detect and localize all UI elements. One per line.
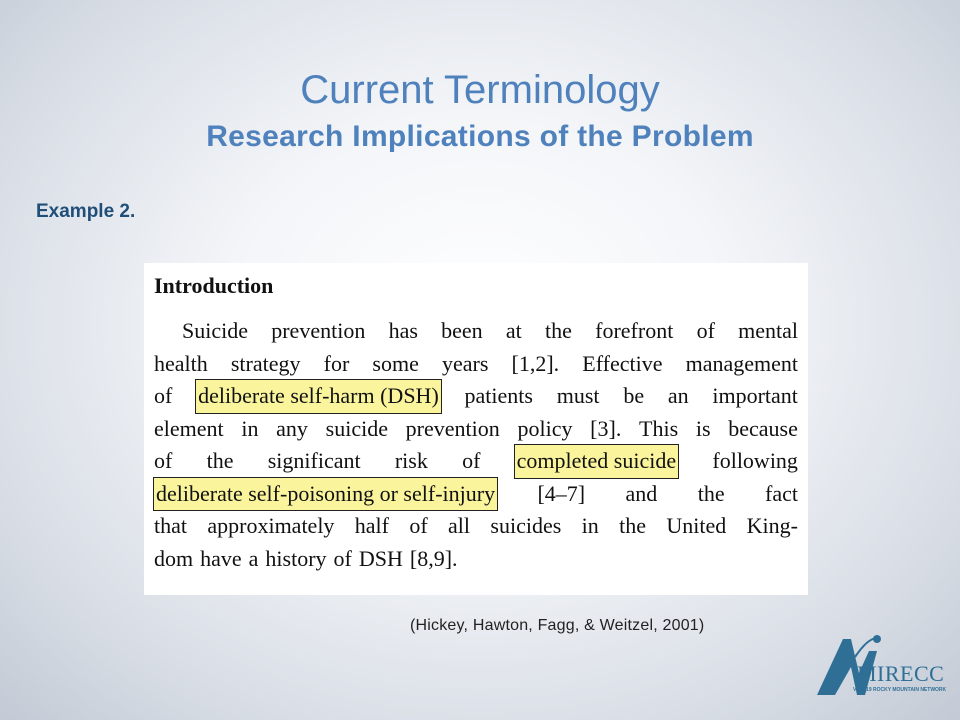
paper-excerpt <box>144 263 808 595</box>
highlighted-term: deliberate self-poisoning or self-injury <box>154 478 497 511</box>
excerpt-word: approximately <box>207 513 335 538</box>
excerpt-word: suicides <box>490 513 562 538</box>
excerpt-word: the <box>206 448 234 473</box>
excerpt-word: must <box>556 383 600 408</box>
slide-title: Current Terminology <box>300 68 660 112</box>
excerpt-word: years <box>441 350 489 376</box>
excerpt-word: for <box>323 350 350 376</box>
excerpt-line <box>154 510 798 543</box>
slide-subtitle: Research Implications of the Problem <box>206 120 754 153</box>
excerpt-word: forefront <box>595 318 674 343</box>
excerpt-word: fact <box>765 480 798 506</box>
excerpt-word: significant <box>267 448 361 473</box>
excerpt-word: an <box>667 383 689 408</box>
excerpt-word: a <box>248 545 259 571</box>
excerpt-word: King- <box>746 513 798 538</box>
excerpt-line <box>154 445 798 478</box>
excerpt-word: is <box>695 415 711 441</box>
excerpt-word: of <box>333 545 352 571</box>
excerpt-word: all <box>448 513 471 538</box>
excerpt-word: [4–7] <box>537 480 586 506</box>
excerpt-word: Suicide <box>182 318 248 343</box>
excerpt-body <box>154 315 798 575</box>
highlighted-term: completed suicide <box>515 445 678 478</box>
excerpt-word: prevention <box>271 318 366 343</box>
excerpt-word: [1,2]. <box>511 350 560 376</box>
excerpt-word: [8,9]. <box>409 545 458 571</box>
excerpt-word: of <box>154 383 173 408</box>
excerpt-word: half <box>354 513 389 538</box>
excerpt-word: that <box>154 513 187 538</box>
excerpt-word: prevention <box>405 415 500 441</box>
excerpt-word: following <box>712 448 798 473</box>
logo-text: MIRECC <box>857 661 945 686</box>
excerpt-line <box>154 380 798 413</box>
highlighted-term: deliberate self-harm (DSH) <box>196 380 441 413</box>
excerpt-word: dom <box>154 545 194 571</box>
excerpt-line <box>154 478 798 511</box>
excerpt-word: of <box>696 318 715 343</box>
excerpt-word: been <box>441 318 483 343</box>
excerpt-line <box>154 348 798 381</box>
excerpt-word: United <box>666 513 727 538</box>
excerpt-line <box>154 543 798 576</box>
excerpt-word: element <box>154 415 224 441</box>
excerpt-word: This <box>639 415 679 441</box>
excerpt-word: have <box>200 545 242 571</box>
excerpt-word: patients <box>464 383 533 408</box>
excerpt-word: has <box>388 318 418 343</box>
excerpt-line <box>154 413 798 446</box>
excerpt-word: and <box>625 480 658 506</box>
excerpt-word: health <box>154 350 208 376</box>
excerpt-word: because <box>728 415 798 441</box>
excerpt-word: the <box>697 480 725 506</box>
excerpt-word: at <box>505 318 522 343</box>
excerpt-word: be <box>623 383 645 408</box>
excerpt-word: risk <box>394 448 428 473</box>
excerpt-word: mental <box>738 318 798 343</box>
excerpt-word: DSH <box>358 545 403 571</box>
logo-tagline: VISN 19 ROCKY MOUNTAIN NETWORK <box>853 687 947 693</box>
excerpt-word: history <box>265 545 327 571</box>
excerpt-word: policy <box>517 415 573 441</box>
excerpt-word: of <box>462 448 481 473</box>
excerpt-word: any <box>276 415 308 441</box>
excerpt-word: in <box>241 415 259 441</box>
excerpt-word: important <box>712 383 798 408</box>
excerpt-word: the <box>619 513 647 538</box>
excerpt-heading: Introduction <box>154 273 274 298</box>
excerpt-word: suicide <box>325 415 388 441</box>
excerpt-word: in <box>581 513 599 538</box>
excerpt-word: management <box>685 350 798 376</box>
excerpt-word: Effective <box>582 350 663 376</box>
example-label: Example 2. <box>36 201 136 222</box>
excerpt-word: [3]. <box>590 415 622 441</box>
citation: (Hickey, Hawton, Fagg, & Weitzel, 2001) <box>410 617 705 634</box>
excerpt-word: of <box>154 448 173 473</box>
excerpt-word: the <box>545 318 572 343</box>
excerpt-word: some <box>372 350 419 376</box>
excerpt-word: of <box>409 513 428 538</box>
excerpt-word: strategy <box>230 350 301 376</box>
excerpt-line <box>154 315 798 348</box>
